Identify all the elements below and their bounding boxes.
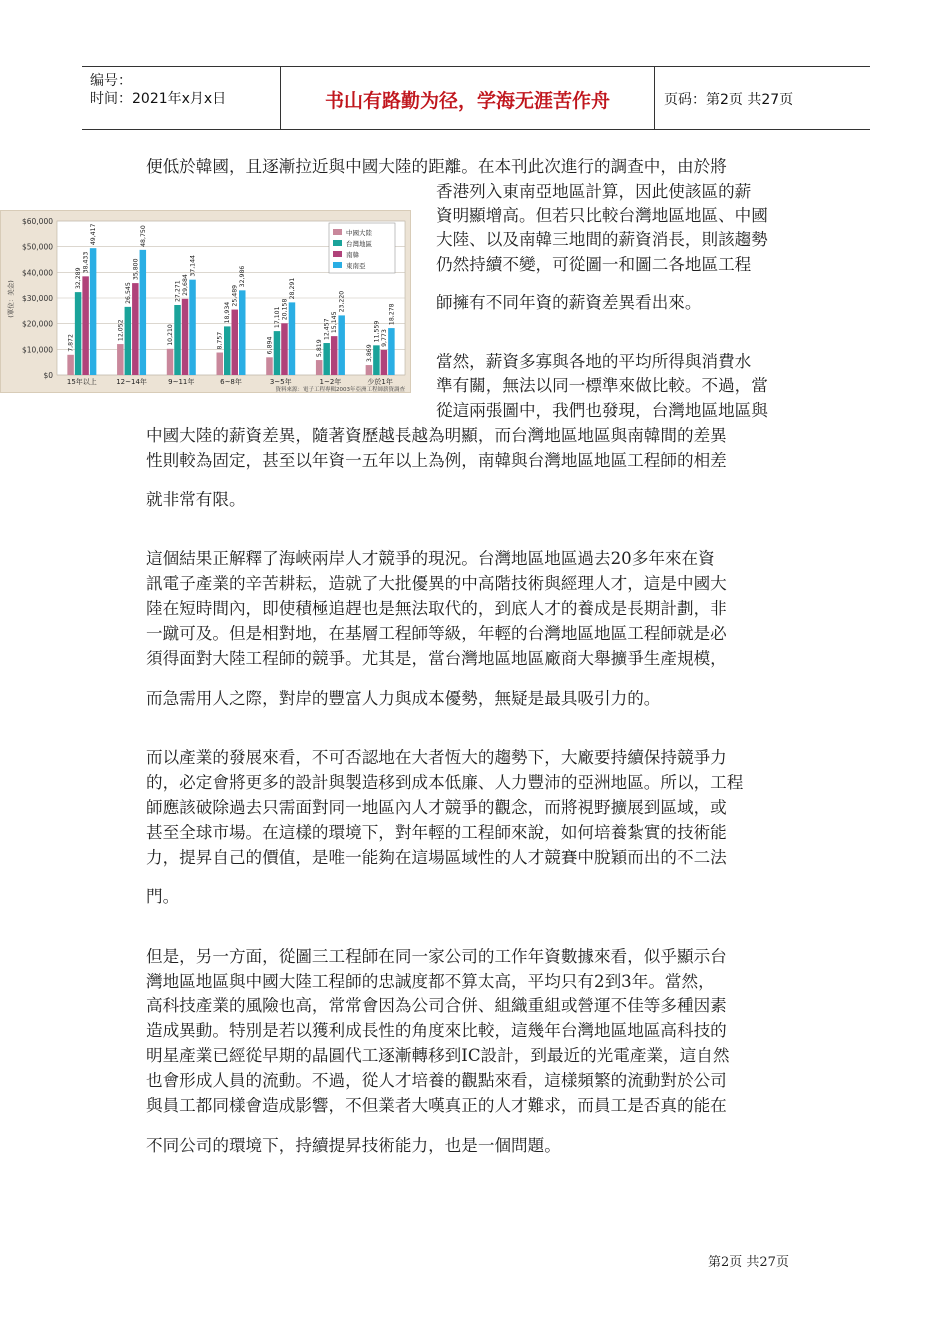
data-label: 48,750 <box>139 225 147 247</box>
body-line: 造成異動。特別是若以獲利成長性的角度來比較，這幾年台灣地區地區高科技的 <box>146 1021 727 1040</box>
body-line: 師擁有不同年資的薪資差異看出來。 <box>436 293 702 312</box>
body-line: 資明顯增高。但若只比較台灣地區地區、中國 <box>436 206 768 225</box>
data-label: 49,417 <box>90 223 98 246</box>
legend-swatch <box>333 262 342 268</box>
bar <box>224 326 231 375</box>
legend-label: 東南亞 <box>346 262 366 270</box>
body-line: 門。 <box>146 887 180 906</box>
body-line: 而急需用人之際，對岸的豐富人力與成本優勢，無疑是最具吸引力的。 <box>146 689 661 708</box>
data-label: 27,271 <box>174 280 182 303</box>
data-label: 6,894 <box>266 336 274 355</box>
bar <box>338 315 345 375</box>
body-line: 明星產業已經從早期的晶圓代工逐漸轉移到IC設計，到最近的光電產業，這自然 <box>146 1046 730 1065</box>
bar <box>67 355 74 375</box>
legend-swatch <box>333 251 342 257</box>
y-tick-label: $40,000 <box>21 268 53 278</box>
data-label: 38,433 <box>82 251 90 274</box>
body-line: 一蹴可及。但是相對地，在基層工程師等級，年輕的台灣地區地區工程師就是必 <box>146 624 727 643</box>
data-label: 32,986 <box>239 265 247 288</box>
y-tick-label: $0 <box>43 371 53 380</box>
legend-label: 中國大陸 <box>346 229 372 237</box>
page-footer: 第2页 共27页 <box>708 1255 789 1270</box>
body-line: 從這兩張圖中，我們也發現，台灣地區地區與 <box>436 401 768 420</box>
y-tick-label: $60,000 <box>21 217 53 226</box>
date-label: 时间：2021年x月x日 <box>90 91 227 107</box>
legend-label: 台灣地區 <box>346 240 372 248</box>
data-label: 25,489 <box>231 284 239 307</box>
bar <box>388 328 395 375</box>
body-line: 中國大陸的薪資差異，隨著資歷越長越為明顯，而台灣地區地區與南韓間的差異 <box>146 426 727 445</box>
data-label: 12,457 <box>323 318 331 341</box>
x-tick-label: 1~2年 <box>319 378 342 386</box>
body-line: 香港列入東南亞地區計算，因此使該區的薪 <box>436 182 752 201</box>
body-line: 大陸、以及南韓三地間的薪資消長，則該趨勢 <box>436 230 768 249</box>
body-line: 這個結果正解釋了海峽兩岸人才競爭的現況。台灣地區地區過去20多年來在資 <box>146 549 715 568</box>
x-tick-label: 15年以上 <box>66 378 97 386</box>
data-label: 9,773 <box>380 329 388 347</box>
data-label: 11,559 <box>373 320 381 343</box>
data-label: 5,819 <box>316 339 324 358</box>
body-line: 性則較為固定，甚至以年資一五年以上為例，南韓與台灣地區地區工程師的相差 <box>146 451 727 470</box>
bar <box>289 302 296 375</box>
bar <box>167 349 174 375</box>
x-tick-label: 3~5年 <box>269 378 292 386</box>
body-line: 高科技產業的風險也高，常常會因為公司合併、組織重組或營運不佳等多種因素 <box>146 996 727 1015</box>
bar <box>132 283 139 375</box>
bar <box>75 292 82 375</box>
bar <box>323 343 330 375</box>
body-line: 便低於韓國，且逐漸拉近與中國大陸的距離。在本刊此次進行的調查中，由於將 <box>146 157 727 176</box>
body-line: 陸在短時間內，即使積極追趕也是無法取代的，到底人才的養成是長期計劃，非 <box>146 599 727 618</box>
bar <box>366 365 373 375</box>
body-line: 而以產業的發展來看，不可否認地在大者恆大的趨勢下，大廠要持續保持競爭力 <box>146 748 727 767</box>
page-code: 页码：第2页 共27页 <box>664 92 794 108</box>
bar <box>82 276 89 375</box>
data-label: 8,757 <box>216 331 224 350</box>
y-tick-label: $50,000 <box>21 242 53 252</box>
body-line: 與員工都同樣會造成影響，不但業者大嘆真正的人才難求，而員工是否真的能在 <box>146 1096 727 1115</box>
legend-swatch <box>333 229 342 235</box>
data-label: 18,278 <box>388 303 396 326</box>
data-label: 28,291 <box>288 277 296 300</box>
x-tick-label: 少於1年 <box>367 378 393 386</box>
header-page-cell <box>654 67 870 129</box>
bar <box>217 353 224 375</box>
motto-text: 书山有路勤为径，学海无涯苦作舟 <box>324 90 610 112</box>
data-label: 32,289 <box>75 267 83 290</box>
data-label: 26,545 <box>124 282 132 304</box>
body-line: 當然，薪資多寡與各地的平均所得與消費水 <box>436 352 752 371</box>
data-label: 20,158 <box>281 298 289 321</box>
body-line: 仍然持續不變，可從圖一和圖二各地區工程 <box>436 255 752 274</box>
body-line: 須得面對大陸工程師的競爭。尤其是，當台灣地區地區廠商大舉擴爭生產規模， <box>146 649 727 668</box>
body-line: 的，必定會將更多的設計與製造移到成本低廉、人力豐沛的亞洲地區。所以，工程 <box>146 773 744 792</box>
bar <box>331 336 338 375</box>
x-tick-label: 6~8年 <box>220 378 242 386</box>
body-line: 灣地區地區與中國大陸工程師的忠誠度都不算太高，平均只有2到3年。當然， <box>146 972 715 991</box>
header-meta-cell <box>82 67 280 129</box>
data-label: 7,872 <box>67 334 75 352</box>
bar <box>316 360 323 375</box>
data-label: 15,145 <box>331 311 339 334</box>
serial-label: 编号： <box>90 73 132 89</box>
bar <box>90 248 97 375</box>
bar <box>266 357 273 375</box>
bar <box>373 345 380 375</box>
bar <box>189 280 196 375</box>
page-header <box>82 66 870 130</box>
data-label: 35,800 <box>132 258 140 281</box>
body-line: 準有關，無法以同一標準來做比較。不過，當 <box>436 376 768 395</box>
body-line: 不同公司的環境下，持續提昇技術能力，也是一個問題。 <box>146 1136 561 1155</box>
y-tick-label: $30,000 <box>21 294 53 303</box>
body-line: 也會形成人員的流動。不過，從人才培養的觀點來看，這樣頻繁的流動對於公司 <box>146 1071 727 1090</box>
header-motto-cell <box>280 67 655 129</box>
bar <box>239 290 246 375</box>
y-tick-label: $10,000 <box>21 345 53 355</box>
salary-chart <box>0 210 411 393</box>
y-tick-label: $20,000 <box>21 319 53 329</box>
body-line: 但是，另一方面，從圖三工程師在同一家公司的工作年資數據來看，似乎顯示台 <box>146 947 727 966</box>
bar <box>125 307 132 375</box>
data-label: 3,869 <box>365 344 373 363</box>
bar <box>232 310 239 375</box>
body-line: 甚至全球市場。在這樣的環境下，對年輕的工程師來說，如何培養紮實的技術能 <box>146 823 727 842</box>
body-line: 力，提昇自己的價值，是唯一能夠在這場區域性的人才競賽中脫穎而出的不二法 <box>146 848 727 867</box>
body-line: 訊電子產業的辛苦耕耘，造就了大批優異的中高階技術與經理人才，這是中國大 <box>146 574 727 593</box>
y-axis-label: (單位：美金) <box>7 280 15 318</box>
bar <box>140 250 147 375</box>
bar <box>274 331 281 375</box>
bar <box>281 323 288 375</box>
x-tick-label: 12~14年 <box>116 378 147 386</box>
bar <box>174 305 181 375</box>
data-label: 23,220 <box>338 290 346 313</box>
data-label: 37,144 <box>189 255 197 277</box>
bar <box>117 344 124 375</box>
data-label: 17,101 <box>273 306 281 329</box>
salary-chart-svg <box>1 211 412 394</box>
data-label: 18,934 <box>224 301 232 324</box>
bar <box>381 350 388 375</box>
data-label: 10,210 <box>167 324 175 346</box>
source-note: 資料來源：電子工程專輯2003年亞洲工程師薪資調查 <box>275 387 405 393</box>
body-line: 就非常有限。 <box>146 490 246 509</box>
body-line: 師應該破除過去只需面對同一地區內人才競爭的觀念，而將視野擴展到區域，或 <box>146 798 727 817</box>
legend-swatch <box>333 240 342 246</box>
data-label: 12,052 <box>117 319 125 342</box>
legend-label: 南韓 <box>346 251 359 259</box>
data-label: 29,684 <box>182 274 190 296</box>
bar <box>182 299 189 375</box>
x-tick-label: 9~11年 <box>168 378 195 386</box>
